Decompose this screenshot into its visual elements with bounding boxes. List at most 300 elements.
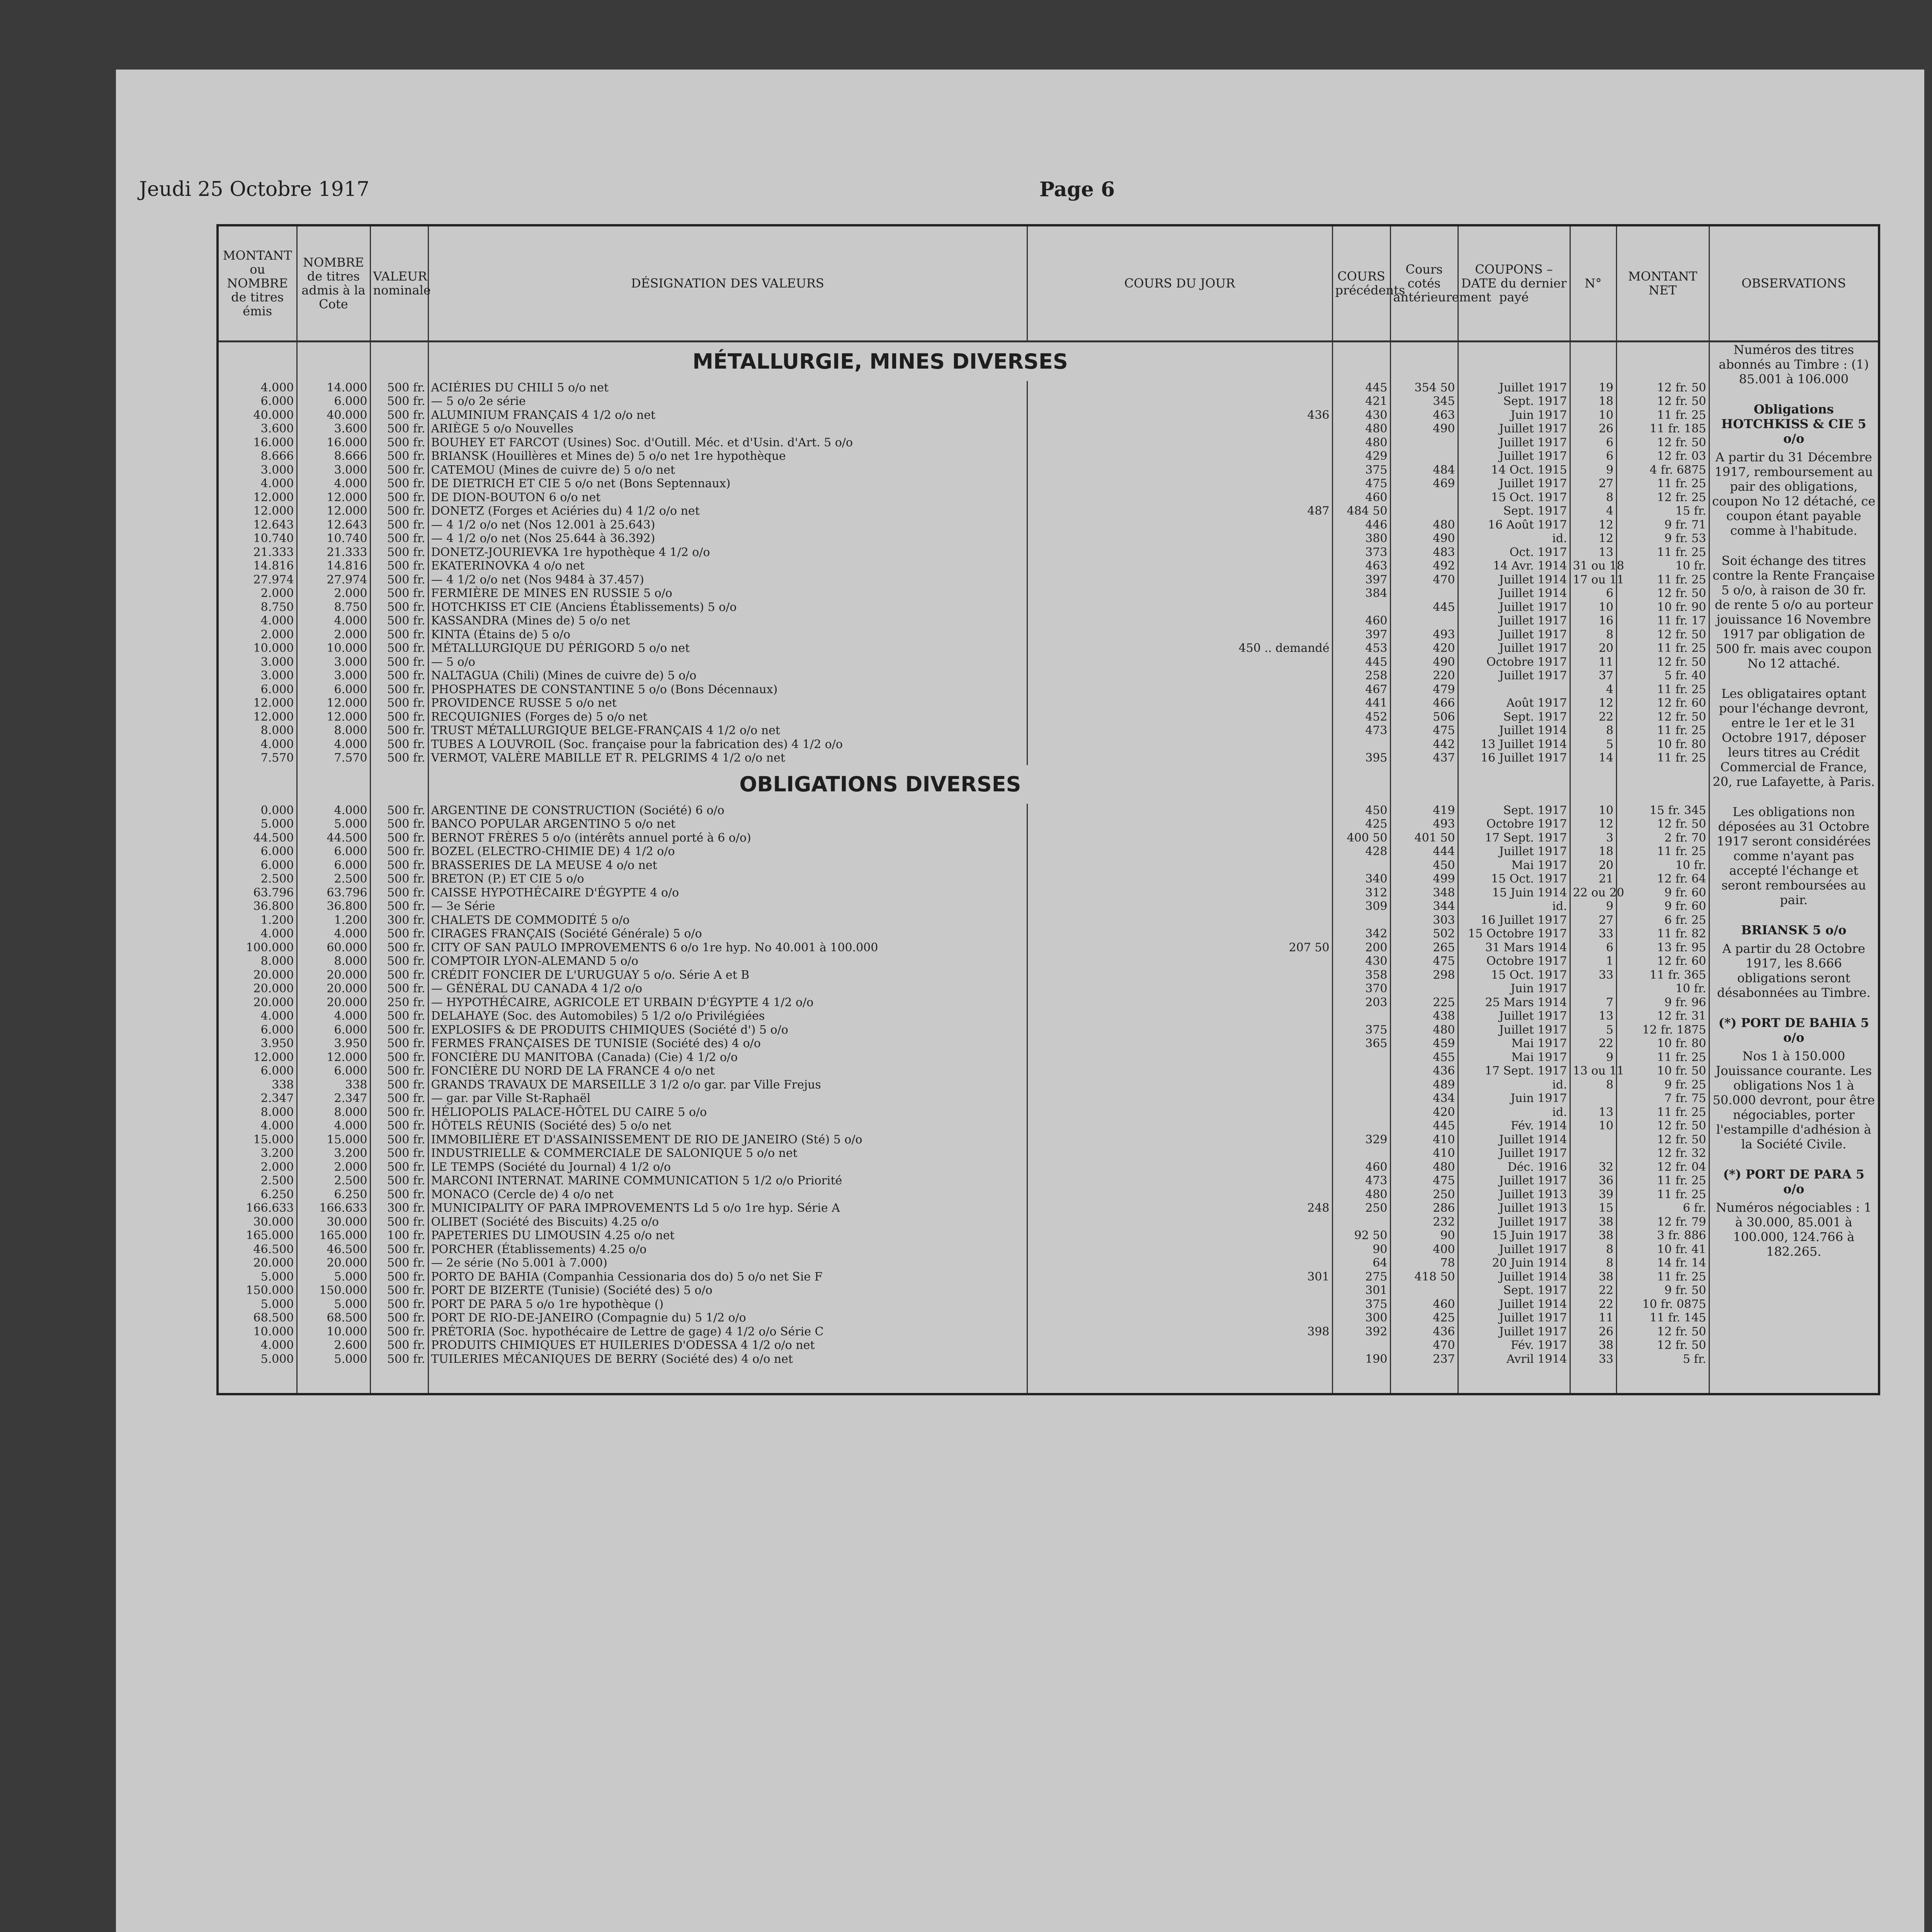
table-cell: Juillet 1917 [1458,422,1570,436]
table-cell: 15 Juin 1914 [1458,886,1570,900]
table-cell: 438 [1390,1009,1458,1023]
table-row [218,1229,1879,1243]
table-cell [1390,504,1458,518]
table-cell: 18 [1570,845,1616,859]
metallurgie-section-title-row [218,341,1879,381]
table-cell: 463 [1332,559,1390,573]
table-cell [1027,1119,1332,1133]
table-cell: NALTAGUA (Chili) (Mines de cuivre de) 5 o/o [428,669,1027,683]
table-row [218,449,1879,463]
table-cell: 11 fr. 145 [1616,1311,1709,1325]
table-cell: INDUSTRIELLE & COMMERCIALE DE SALONIQUE 5 o/o net [428,1146,1027,1160]
table-cell: 459 [1390,1037,1458,1051]
table-cell: 22 [1570,1037,1616,1051]
table-cell [1027,669,1332,683]
table-cell: 490 [1390,655,1458,669]
table-cell: DONETZ-JOURIEVKA 1re hypothèque 4 1/2 o/o [428,546,1027,560]
table-cell: 36.800 [297,900,370,913]
observation-hotchkiss-a: A partir du 31 Décembre 1917, remboursement au pair des obligations, coupon No 12 détaché, ce coupon étant payable comme à l'habitude. [1712,449,1876,538]
table-cell: 6.000 [297,859,370,872]
table-row [218,941,1879,955]
table-cell [1027,954,1332,968]
table-cell: 6.000 [297,1064,370,1078]
table-cell: 8 [1570,1078,1616,1092]
table-cell [1027,1146,1332,1160]
table-cell: 365 [1332,1037,1390,1051]
table-cell: ALUMINIUM FRANÇAIS 4 1/2 o/o net [428,408,1027,422]
table-cell: FERMES FRANÇAISES DE TUNISIE (Société des) 4 o/o [428,1037,1027,1051]
table-cell: 500 fr. [370,1146,428,1160]
table-cell: 6.000 [218,845,297,859]
table-cell: 200 [1332,941,1390,955]
table-cell [1332,1215,1390,1229]
table-cell: 12 fr. 04 [1616,1160,1709,1174]
table-cell: 500 fr. [370,751,428,765]
table-cell: BRIANSK (Houillères et Mines de) 5 o/o net 1re hypothèque [428,449,1027,463]
column-header: NOMBRE de titres admis à la Cote [297,225,370,341]
table-cell: 3 [1570,831,1616,845]
table-cell [1332,1051,1390,1065]
table-cell [1027,587,1332,600]
observation-hotchkiss-b: Soit échange des titres contre la Rente Française 5 o/o, à raison de 30 fr. de rente 5 o/o au porteur jouissance 16 Novembre 1917 par obligation de 500 fr. mais avec coupon No 12 attaché. [1713,553,1875,671]
table-cell: 345 [1390,395,1458,408]
table-cell: 33 [1570,1352,1616,1366]
table-cell [1027,1064,1332,1078]
table-cell: 90 [1332,1243,1390,1257]
table-cell: 2.000 [218,1160,297,1174]
observation-briansk-title: BRIANSK 5 o/o [1741,922,1847,937]
table-cell: 14 Oct. 1915 [1458,463,1570,477]
table-cell: 400 50 [1332,831,1390,845]
table-cell: 2.347 [297,1092,370,1105]
table-cell: 4.000 [297,477,370,491]
table-cell: PORT DE BIZERTE (Tunisie) (Société des) 5 o/o [428,1284,1027,1298]
table-cell: 11 fr. 365 [1616,968,1709,982]
table-cell: PHOSPHATES DE CONSTANTINE 5 o/o (Bons Décennaux) [428,683,1027,697]
table-cell: id. [1458,900,1570,913]
table-cell: 397 [1332,573,1390,587]
table-cell: 9 fr. 96 [1616,996,1709,1010]
table-cell: MUNICIPALITY OF PARA IMPROVEMENTS Ld 5 o/o 1re hyp. Série A [428,1201,1027,1215]
table-cell: 12 [1570,518,1616,532]
table-cell: 430 [1332,408,1390,422]
table-cell: 3.000 [297,463,370,477]
table-cell: 4.000 [218,738,297,752]
table-cell: — 5 o/o [428,655,1027,669]
table-cell: 37 [1570,669,1616,683]
table-cell: 338 [218,1078,297,1092]
table-row [218,1160,1879,1174]
table-cell: PROVIDENCE RUSSE 5 o/o net [428,696,1027,710]
observation-obligations-title: Obligations HOTCHKISS & CIE 5 o/o [1721,401,1866,446]
table-cell: 38 [1570,1270,1616,1284]
table-row [218,859,1879,872]
table-cell: 2.500 [297,872,370,886]
table-cell [1027,1160,1332,1174]
table-cell: IMMOBILIÈRE ET D'ASSAINISSEMENT DE RIO DE JANEIRO (Sté) 5 o/o [428,1133,1027,1147]
observation-numeros: Numéros des titres abonnés au Timbre : (1) 85.001 à 106.000 [1718,342,1869,386]
metallurgie-section-title: MÉTALLURGIE, MINES DIVERSES [428,341,1332,381]
table-cell: 301 [1027,1270,1332,1284]
table-cell: 20.000 [218,968,297,982]
table-cell: Juillet 1917 [1458,1174,1570,1188]
table-cell: 5.000 [218,1270,297,1284]
table-cell: 500 fr. [370,587,428,600]
table-cell: 11 [1570,655,1616,669]
table-cell [1570,1146,1616,1160]
table-cell: 18 [1570,395,1616,408]
table-cell [1027,859,1332,872]
table-cell: 500 fr. [370,408,428,422]
table-cell: Sept. 1917 [1458,710,1570,724]
table-cell [1027,1338,1332,1352]
table-cell: Juillet 1917 [1458,1215,1570,1229]
column-header: COURS précédents [1332,225,1390,341]
table-cell: 250 [1332,1201,1390,1215]
table-cell: 21 [1570,872,1616,886]
obligations-section-title: OBLIGATIONS DIVERSES [428,765,1332,804]
table-cell: 5 [1570,1023,1616,1037]
table-cell [1027,1133,1332,1147]
table-cell: 203 [1332,996,1390,1010]
table-cell: Mai 1917 [1458,859,1570,872]
table-cell: 500 fr. [370,900,428,913]
table-row [218,408,1879,422]
table-cell: 286 [1390,1201,1458,1215]
table-cell: 27.974 [218,573,297,587]
table-cell: Juillet 1917 [1458,600,1570,614]
table-row [218,532,1879,546]
table-cell [1027,1051,1332,1065]
table-cell: 6.000 [218,395,297,408]
table-cell: 15.000 [297,1133,370,1147]
table-cell: 2.000 [297,1160,370,1174]
table-cell: 301 [1332,1284,1390,1298]
table-cell: Sept. 1917 [1458,504,1570,518]
table-cell: 31 ou 18 [1570,559,1616,573]
table-cell: 8.000 [297,724,370,738]
table-cell: Juin 1917 [1458,408,1570,422]
table-cell: 10 fr. 0875 [1616,1298,1709,1311]
table-cell: 2.500 [297,1174,370,1188]
table-cell: 450 [1390,859,1458,872]
table-cell: 436 [1390,1325,1458,1339]
table-cell: 3.200 [218,1146,297,1160]
table-row [218,1298,1879,1311]
table-cell: 12 fr. 31 [1616,1009,1709,1023]
table-cell: 14.816 [218,559,297,573]
table-cell: 460 [1332,1160,1390,1174]
table-cell: 500 fr. [370,1092,428,1105]
table-cell: Mai 1917 [1458,1051,1570,1065]
table-cell: Juillet 1917 [1458,1023,1570,1037]
table-cell: 500 fr. [370,614,428,628]
table-cell: 8.000 [218,1105,297,1119]
table-cell: 469 [1390,477,1458,491]
table-cell: 2.500 [218,872,297,886]
table-cell: 63.796 [297,886,370,900]
table-cell: 12 [1570,817,1616,831]
table-cell: 500 fr. [370,831,428,845]
table-cell: 15 Oct. 1917 [1458,491,1570,505]
table-cell [1027,872,1332,886]
table-cell: 9 fr. 25 [1616,1078,1709,1092]
table-cell: 19 [1570,381,1616,395]
table-cell: BERNOT FRÈRES 5 o/o (intérêts annuel porté à 6 o/o) [428,831,1027,845]
table-row [218,696,1879,710]
table-cell: 3.950 [297,1037,370,1051]
table-cell [1027,982,1332,996]
table-cell: 190 [1332,1352,1390,1366]
table-cell: 27 [1570,477,1616,491]
table-cell: 9 [1570,1051,1616,1065]
table-cell: EXPLOSIFS & DE PRODUITS CHIMIQUES (Société d') 5 o/o [428,1023,1027,1037]
table-row [218,573,1879,587]
table-cell: 4.000 [218,477,297,491]
table-cell: 12 fr. 50 [1616,1325,1709,1339]
table-cell: 445 [1332,381,1390,395]
table-cell: 475 [1390,724,1458,738]
table-cell: 502 [1390,927,1458,941]
table-cell: 8.000 [297,1105,370,1119]
table-cell: Juillet 1917 [1458,436,1570,450]
table-cell: 460 [1390,1298,1458,1311]
table-cell: 8 [1570,628,1616,642]
table-row [218,996,1879,1010]
table-cell: 8.750 [297,600,370,614]
table-cell: 421 [1332,395,1390,408]
table-cell: 480 [1332,436,1390,450]
table-row [218,1188,1879,1202]
table-cell: 20.000 [218,1256,297,1270]
table-row [218,518,1879,532]
table-cell: 500 fr. [370,1037,428,1051]
observation-briansk-text: A partir du 28 Octobre 1917, les 8.666 obligations seront désabonnées au Timbre. [1717,941,1871,1000]
table-cell: 64 [1332,1256,1390,1270]
table-cell: 480 [1390,518,1458,532]
table-cell: 463 [1390,408,1458,422]
table-cell [1027,831,1332,845]
table-cell: 16 Août 1917 [1458,518,1570,532]
observations-column [1709,341,1879,1394]
table-cell: 207 50 [1027,941,1332,955]
table-cell [1027,1037,1332,1051]
table-cell: FERMIÈRE DE MINES EN RUSSIE 5 o/o [428,587,1027,600]
table-cell: 300 fr. [370,913,428,927]
table-row [218,982,1879,996]
table-cell: 500 fr. [370,463,428,477]
table-row [218,1311,1879,1325]
table-cell: 8 [1570,1256,1616,1270]
table-cell [1027,463,1332,477]
table-cell: 15 [1570,1201,1616,1215]
table-cell: 475 [1332,477,1390,491]
table-cell: Juin 1917 [1458,1092,1570,1105]
table-cell: 8.000 [218,724,297,738]
table-cell: 68.500 [297,1311,370,1325]
table-cell: 12 fr. 60 [1616,696,1709,710]
table-cell: DONETZ (Forges et Aciéries du) 4 1/2 o/o net [428,504,1027,518]
observation-hotchkiss-c: Les obligataires optant pour l'échange devront, entre le 1er et le 31 Octobre 1917, déposer leurs titres au Crédit Commercial de France, 20, rue Lafayette, à Paris. [1713,686,1875,789]
table-cell: 8 [1570,491,1616,505]
table-cell: 6 fr. [1616,1201,1709,1215]
table-cell: 3 fr. 886 [1616,1229,1709,1243]
table-cell: HOTCHKISS ET CIE (Anciens Établissements) 5 o/o [428,600,1027,614]
table-cell: Juillet 1914 [1458,1133,1570,1147]
table-cell: 5.000 [297,817,370,831]
table-cell: 33 [1570,927,1616,941]
table-cell: 500 fr. [370,436,428,450]
table-cell: Juillet 1917 [1458,614,1570,628]
table-cell: CIRAGES FRANÇAIS (Société Générale) 5 o/o [428,927,1027,941]
table-cell: Fév. 1914 [1458,1119,1570,1133]
table-cell: 9 fr. 53 [1616,532,1709,546]
table-cell: 500 fr. [370,1188,428,1202]
table-cell: 480 [1332,1188,1390,1202]
table-cell: 5.000 [297,1298,370,1311]
table-row [218,463,1879,477]
table-cell: Juillet 1914 [1458,587,1570,600]
table-cell: 3.950 [218,1037,297,1051]
table-cell: 420 [1390,641,1458,655]
table-cell: OLIBET (Société des Biscuits) 4.25 o/o [428,1215,1027,1229]
table-cell: 16 [1570,614,1616,628]
table-cell: 373 [1332,546,1390,560]
table-cell: Oct. 1917 [1458,546,1570,560]
table-cell: 10 [1570,1119,1616,1133]
table-cell: 16.000 [297,436,370,450]
table-row [218,477,1879,491]
table-cell: 500 fr. [370,954,428,968]
table-cell: 237 [1390,1352,1458,1366]
table-cell: 420 [1390,1105,1458,1119]
table-cell: 480 [1390,1023,1458,1037]
table-cell: 11 fr. 25 [1616,573,1709,587]
table-cell: 2.000 [297,628,370,642]
table-cell: VERMOT, VALÈRE MABILLE ET R. PELGRIMS 4 1/2 o/o net [428,751,1027,765]
table-cell: 15 Juin 1917 [1458,1229,1570,1243]
table-cell: 358 [1332,968,1390,982]
table-cell [1027,845,1332,859]
table-cell: 20.000 [297,996,370,1010]
table-cell: 8.750 [218,600,297,614]
table-cell: Juillet 1917 [1458,641,1570,655]
table-cell: 10 fr. [1616,559,1709,573]
table-cell: 428 [1332,845,1390,859]
table-cell [1027,1298,1332,1311]
table-cell: 500 fr. [370,968,428,982]
table-cell: 500 fr. [370,710,428,724]
table-row [218,1146,1879,1160]
table-cell: 430 [1332,954,1390,968]
table-row [218,1284,1879,1298]
table-cell [1027,1105,1332,1119]
table-cell: 9 fr. 71 [1616,518,1709,532]
table-cell: 30.000 [218,1215,297,1229]
table-cell: BRETON (P.) ET CIE 5 o/o [428,872,1027,886]
table-cell: 329 [1332,1133,1390,1147]
table-cell: 9 fr. 60 [1616,886,1709,900]
table-cell: 500 fr. [370,641,428,655]
table-cell: 484 50 [1332,504,1390,518]
table-cell: 12 fr. 50 [1616,587,1709,600]
table-cell: 38 [1570,1338,1616,1352]
table-cell: 20.000 [297,968,370,982]
table-cell: 500 fr. [370,559,428,573]
table-cell: Octobre 1917 [1458,817,1570,831]
table-cell: 22 [1570,1284,1616,1298]
table-row [218,683,1879,697]
table-cell: 300 [1332,1311,1390,1325]
table-cell [1027,559,1332,573]
table-cell: KASSANDRA (Mines de) 5 o/o net [428,614,1027,628]
table-cell: — GÉNÉRAL DU CANADA 4 1/2 o/o [428,982,1027,996]
table-cell: 4.000 [297,1009,370,1023]
table-cell: 10 [1570,600,1616,614]
table-cell: 10.000 [218,641,297,655]
table-cell: 12.643 [297,518,370,532]
table-cell: Déc. 1916 [1458,1160,1570,1174]
table-cell: 68.500 [218,1311,297,1325]
table-cell: 12 fr. 1875 [1616,1023,1709,1037]
table-cell: 10.740 [218,532,297,546]
table-cell [1027,1009,1332,1023]
table-cell: 13 ou 11 [1570,1064,1616,1078]
table-cell: MÉTALLURGIQUE DU PÉRIGORD 5 o/o net [428,641,1027,655]
table-cell: 17 Sept. 1917 [1458,1064,1570,1078]
table-cell: 500 fr. [370,1338,428,1352]
table-cell [1570,982,1616,996]
table-cell: 165.000 [218,1229,297,1243]
table-row [218,804,1879,818]
table-cell: 20 Juin 1914 [1458,1256,1570,1270]
table-cell: HÉLIOPOLIS PALACE-HÔTEL DU CAIRE 5 o/o [428,1105,1027,1119]
table-cell: 26 [1570,422,1616,436]
table-cell: 500 fr. [370,546,428,560]
table-row [218,927,1879,941]
table-cell [1332,913,1390,927]
table-cell: 500 fr. [370,1064,428,1078]
table-cell [1332,1064,1390,1078]
table-cell: 100.000 [218,941,297,955]
table-cell: 309 [1332,900,1390,913]
table-row [218,1092,1879,1105]
table-cell: 460 [1332,491,1390,505]
table-cell: 63.796 [218,886,297,900]
table-cell: CRÉDIT FONCIER DE L'URUGUAY 5 o/o. Série A et B [428,968,1027,982]
table-cell: 15 Octobre 1917 [1458,927,1570,941]
table-cell: 470 [1390,1338,1458,1352]
table-row [218,628,1879,642]
table-cell: 445 [1390,1119,1458,1133]
table-cell: 31 Mars 1914 [1458,941,1570,955]
table-cell: 11 fr. 25 [1616,408,1709,422]
table-cell: 20.000 [297,982,370,996]
table-cell: 500 fr. [370,395,428,408]
table-cell: 5.000 [218,1298,297,1311]
table-cell: Sept. 1917 [1458,804,1570,818]
table-cell: ARIÈGE 5 o/o Nouvelles [428,422,1027,436]
table-cell: 380 [1332,532,1390,546]
table-cell: 78 [1390,1256,1458,1270]
table-cell: EKATERINOVKA 4 o/o net [428,559,1027,573]
table-cell: 6.000 [218,859,297,872]
table-cell: 4.000 [297,927,370,941]
table-cell: 445 [1390,600,1458,614]
table-cell: 46.500 [218,1243,297,1257]
table-cell: 500 fr. [370,655,428,669]
table-cell: 6.000 [218,1023,297,1037]
